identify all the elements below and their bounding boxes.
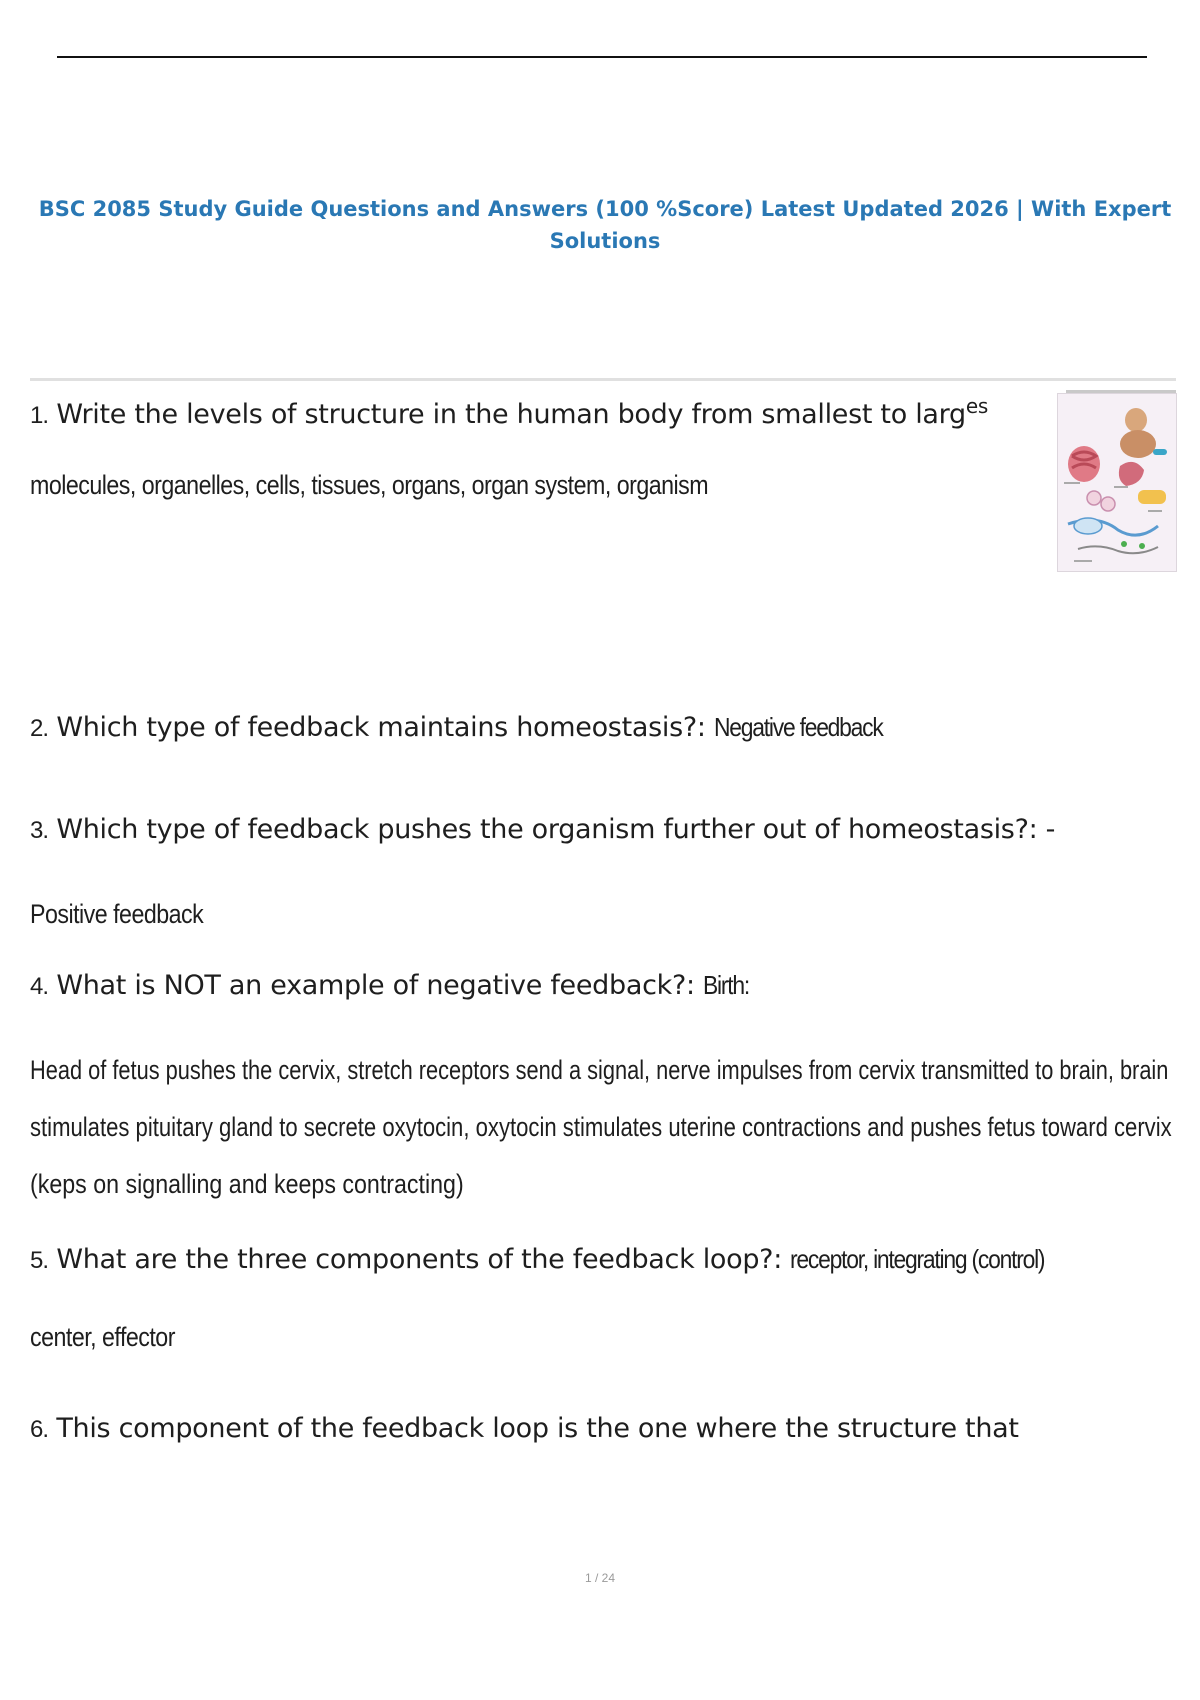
question-number: 2. [30,715,49,742]
top-rule [57,56,1147,58]
question-number: 3. [30,817,49,844]
section-divider [30,378,1176,381]
answer-1: molecules, organelles, cells, tissues, organs, organ system, organism [30,470,709,500]
answer-4-line-3: (keps on signalling and keeps contracting) [30,1169,464,1199]
levels-of-organization-illustration-icon [1057,393,1177,572]
question-2 [30,712,906,743]
question-1 [30,394,988,430]
answer-4-line-1: Head of fetus pushes the cervix, stretch receptors send a signal, nerve impulses from cervix transmitted to brain, brain [30,1055,1169,1085]
answer-4-lead: Birth: [703,970,750,1000]
answer-2: Negative feedback [713,712,883,742]
question-text: Which type of feedback maintains homeostasis?: [56,712,706,743]
question-number: 1. [30,402,49,429]
question-3 [30,814,1055,845]
question-text-tail: es [965,394,988,418]
page-indicator: 1 / 24 [584,1571,616,1585]
answer-5-lead: receptor, integrating (control) [790,1244,1045,1274]
question-text: What is NOT an example of negative feedback?: [56,970,695,1001]
question-text: Which type of feedback pushes the organism further out of homeostasis?: - [56,814,1056,845]
question-4 [30,970,755,1001]
answer-4 [30,1042,1180,1213]
question-text: This component of the feedback loop is the one where the structure that [56,1413,1019,1444]
question-number: 4. [30,973,49,1000]
answer-5: center, effector [30,1322,175,1352]
question-5 [30,1244,1079,1275]
question-6 [30,1413,1019,1444]
answer-3: Positive feedback [30,899,204,929]
question-number: 5. [30,1247,49,1274]
question-text: Write the levels of structure in the human body from smallest to larg [56,399,966,430]
question-text: What are the three components of the feedback loop?: [56,1244,783,1275]
question-number: 6. [30,1416,49,1443]
answer-4-line-2: stimulates pituitary gland to secrete oxytocin, oxytocin stimulates uterine contractions and pushes fetus toward cervix [30,1112,1172,1142]
document-title: BSC 2085 Study Guide Questions and Answers (100 %Score) Latest Updated 2026 | With Expert Solutions [38,197,1172,253]
